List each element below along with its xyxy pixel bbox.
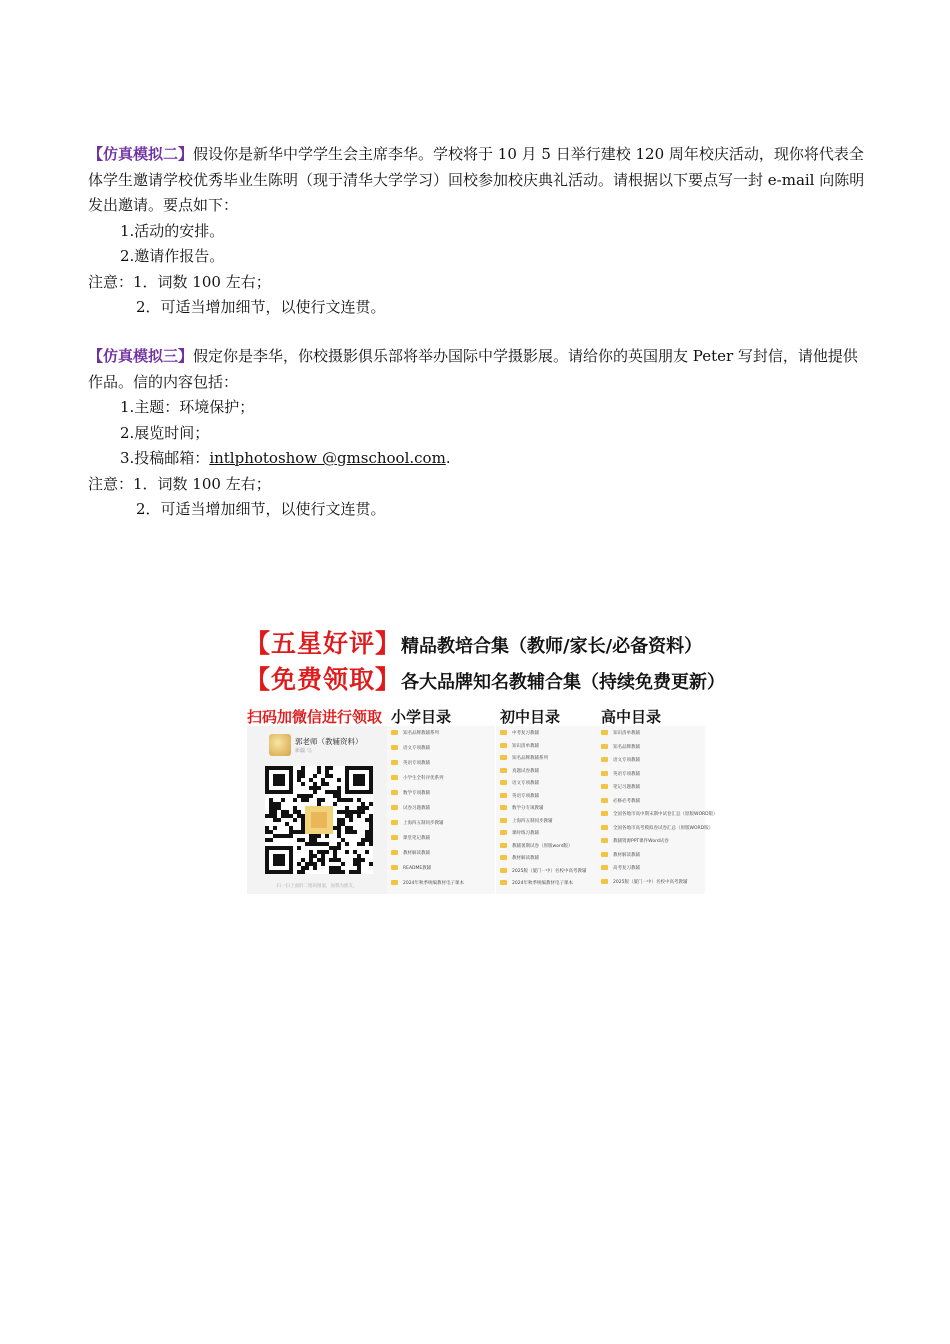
folder-icon bbox=[601, 825, 608, 830]
card-footnote: 扫一扫上面的二维码图案，加我为朋友。 bbox=[276, 884, 358, 889]
section-two-heading: 【仿真模拟二】 bbox=[88, 145, 194, 163]
folder-icon bbox=[500, 855, 507, 860]
middle-catalog-title: 初中目录 bbox=[500, 708, 561, 726]
primary-catalog-list bbox=[387, 726, 495, 894]
folder-icon bbox=[601, 784, 608, 789]
wechat-card bbox=[247, 726, 387, 894]
catalog-item-label: 笔记习题教辅 bbox=[613, 785, 640, 790]
promo-line-1-text: 精品教培合集（教师/家长/必备资料） bbox=[401, 636, 703, 657]
point-3-suffix: . bbox=[445, 449, 451, 467]
catalog-item-label: 知名品牌教辅系列 bbox=[512, 756, 548, 761]
catalog-item-label: 小学生全科评优系列 bbox=[403, 776, 444, 781]
catalog-item bbox=[601, 852, 640, 862]
catalog-item-label: 中考复习教辅 bbox=[512, 731, 539, 736]
catalog-item bbox=[500, 843, 573, 853]
folder-icon bbox=[500, 793, 507, 798]
folder-icon bbox=[500, 755, 507, 760]
section-three-note-2: 2．可适当增加细节，以使行文连贯。 bbox=[136, 500, 386, 518]
catalog-item bbox=[500, 730, 539, 740]
catalog-item-label: 课时练习教辅 bbox=[512, 831, 539, 836]
folder-icon bbox=[601, 798, 608, 803]
folder-icon bbox=[601, 730, 608, 735]
catalog-item-label: 高考复习教辅 bbox=[613, 866, 640, 871]
folder-icon bbox=[601, 838, 608, 843]
folder-icon bbox=[500, 743, 507, 748]
folder-icon bbox=[500, 818, 507, 823]
section-two-note-1: 注意：1．词数 100 左右； bbox=[88, 272, 271, 291]
catalog-item-label: 知识清单教辅 bbox=[512, 743, 539, 749]
folder-icon bbox=[500, 768, 507, 773]
folder-icon bbox=[391, 760, 398, 765]
section-three-point-2: 2.展览时间； bbox=[120, 423, 210, 442]
folder-icon bbox=[391, 820, 398, 825]
catalog-item-label: 知识清单教辅 bbox=[613, 731, 640, 736]
point-3-prefix: 3.投稿邮箱： bbox=[120, 449, 210, 467]
catalog-item bbox=[500, 743, 539, 753]
catalog-item-label: 真题试卷教辅 bbox=[512, 768, 539, 774]
primary-catalog-title: 小学目录 bbox=[391, 708, 452, 726]
folder-icon bbox=[500, 730, 507, 735]
catalog-item bbox=[601, 879, 687, 889]
catalog-item-label: 语文专项教辅 bbox=[512, 781, 539, 786]
catalog-item bbox=[500, 780, 539, 790]
catalog-item bbox=[500, 768, 539, 778]
catalog-item-label: 教材解读教辅 bbox=[512, 856, 539, 861]
catalog-item bbox=[601, 757, 640, 767]
section-three-intro bbox=[88, 344, 866, 395]
folder-icon bbox=[601, 771, 608, 776]
folder-icon bbox=[391, 775, 398, 780]
folder-icon bbox=[601, 852, 608, 857]
card-name: 郭老师（教辅资料） bbox=[295, 737, 363, 746]
catalog-item-label: 课堂笔记教辅 bbox=[403, 836, 430, 841]
high-catalog-list bbox=[597, 726, 718, 894]
folder-icon bbox=[391, 850, 398, 855]
section-two-intro bbox=[88, 142, 866, 219]
catalog-item-label: 2025版（厦门一中）名校中高考教辅 bbox=[613, 879, 688, 885]
catalog-item bbox=[500, 755, 548, 765]
folder-icon bbox=[500, 780, 507, 785]
section-three-point-3 bbox=[88, 446, 866, 472]
section-two-point-1: 1.活动的安排。 bbox=[120, 221, 225, 240]
catalog-item bbox=[391, 730, 439, 740]
section-three-text: 假定你是李华，你校摄影俱乐部将举办国际中学摄影展。请给你的英国朋友 Peter 写封信，请他提供作品。信的内容包括： bbox=[88, 347, 858, 391]
promo-banner-image bbox=[245, 622, 726, 894]
catalog-item bbox=[500, 818, 553, 828]
section-three bbox=[88, 344, 866, 523]
avatar bbox=[269, 734, 291, 756]
catalog-item bbox=[500, 855, 539, 865]
catalog-item bbox=[601, 771, 640, 781]
section-three-point-1: 1.主题：环境保护； bbox=[120, 398, 255, 416]
middle-catalog-list bbox=[496, 726, 604, 894]
catalog-item bbox=[391, 760, 430, 770]
folder-icon bbox=[601, 757, 608, 762]
section-two-text: 假设你是新华中学学生会主席李华。学校将于 10 月 5 日举行建校 120 周年校庆活动，现你将代表全体学生邀请学校优秀毕业生陈明（现于清华大学学习）回校参加校庆典礼活动。请根据以下要点写一封 e-mail 向陈明发出邀请。要点如下： bbox=[88, 145, 865, 214]
catalog-item bbox=[500, 880, 573, 890]
catalog-item bbox=[601, 798, 640, 808]
folder-icon bbox=[601, 879, 608, 884]
catalog-item bbox=[601, 811, 718, 821]
promo-line-2 bbox=[245, 660, 725, 696]
catalog-item-label: 2024年秋季统编教材电子课本 bbox=[403, 881, 464, 886]
catalog-item bbox=[601, 784, 640, 794]
section-two-point-2: 2.邀请作报告。 bbox=[120, 247, 225, 265]
folder-icon bbox=[391, 835, 398, 840]
catalog-item bbox=[601, 838, 669, 848]
folder-icon bbox=[601, 811, 608, 816]
catalog-item bbox=[601, 744, 640, 754]
section-two bbox=[88, 142, 866, 321]
folder-icon bbox=[391, 730, 398, 735]
catalog-item-label: 教材解读教辅 bbox=[613, 852, 640, 858]
catalog-item bbox=[391, 775, 444, 785]
catalog-item-label: 教辅暑期试卷（原版word版） bbox=[512, 843, 573, 849]
catalog-item bbox=[391, 805, 430, 815]
catalog-item-label: 2024年秋季统编教材电子课本 bbox=[512, 881, 573, 886]
section-three-note-1: 注意：1．词数 100 左右； bbox=[88, 474, 271, 493]
folder-icon bbox=[391, 880, 398, 885]
catalog-item-label: 数学专项教辅 bbox=[403, 791, 430, 796]
catalog-item-label: 英语专项教辅 bbox=[613, 771, 640, 777]
catalog-item-label: 全国各地市高考模拟卷试卷汇总（原版WORD版） bbox=[613, 825, 714, 831]
catalog-item bbox=[391, 835, 430, 845]
folder-icon bbox=[500, 843, 507, 848]
folder-icon bbox=[601, 865, 608, 870]
scan-title: 扫码加微信进行领取 bbox=[247, 708, 383, 726]
card-sub: 新疆 乌 bbox=[295, 748, 312, 754]
catalog-item bbox=[500, 793, 539, 803]
catalog-item bbox=[391, 745, 430, 755]
catalog-item bbox=[500, 830, 539, 840]
folder-icon bbox=[500, 830, 507, 835]
catalog-item-label: 试卷习题教辅 bbox=[403, 806, 430, 811]
catalog-item-label: 2025版（厦门一中）名校中高考教辅 bbox=[512, 868, 587, 874]
folder-icon bbox=[391, 805, 398, 810]
catalog-item-label: 语文专项教辅 bbox=[403, 746, 430, 751]
catalog-item-label: 语文专项教辅 bbox=[613, 758, 640, 763]
catalog-item bbox=[601, 825, 713, 835]
folder-icon bbox=[391, 865, 398, 870]
catalog-item-label: 知名品牌教辅 bbox=[613, 744, 640, 750]
catalog-item-label: README教辅 bbox=[403, 866, 432, 871]
catalog-item-label: 全国各地市高中期末期中试卷汇总（原版WORD版） bbox=[613, 812, 718, 817]
catalog-item bbox=[601, 730, 640, 740]
catalog-item-label: 英语专项教辅 bbox=[403, 761, 430, 766]
catalog-item bbox=[391, 790, 430, 800]
folder-icon bbox=[391, 790, 398, 795]
folder-icon bbox=[500, 880, 507, 885]
catalog-item bbox=[601, 865, 640, 875]
five-star-highlight: 【五星好评】 bbox=[245, 629, 402, 658]
catalog-item-label: 教辅资源PPT课件Word试卷 bbox=[613, 839, 669, 844]
promo-line-1 bbox=[245, 624, 702, 660]
section-three-heading: 【仿真模拟三】 bbox=[88, 347, 194, 365]
catalog-item bbox=[391, 820, 444, 830]
catalog-item bbox=[391, 880, 464, 890]
folder-icon bbox=[601, 744, 608, 749]
catalog-item-label: 上海四五制同步教辅 bbox=[403, 821, 444, 826]
email-link[interactable]: intlphotoshow @gmschool.com bbox=[209, 449, 446, 467]
catalog-item bbox=[500, 805, 544, 815]
catalog-item-label: 英语专项教辅 bbox=[512, 793, 539, 799]
qr-code-icon[interactable] bbox=[265, 766, 373, 874]
catalog-item bbox=[391, 850, 430, 860]
promo-line-2-text: 各大品牌知名教辅合集（持续免费更新） bbox=[401, 672, 726, 693]
high-catalog-title: 高中目录 bbox=[601, 708, 662, 726]
catalog-item-label: 数学分专项教辅 bbox=[512, 806, 544, 811]
catalog-item-label: 必修必考教辅 bbox=[613, 798, 640, 804]
catalog-item-label: 教材解读教辅 bbox=[403, 851, 430, 856]
section-two-note-2: 2．可适当增加细节，以使行文连贯。 bbox=[136, 298, 386, 316]
catalog-item bbox=[391, 865, 431, 875]
catalog-item bbox=[500, 868, 586, 878]
catalog-item-label: 知名品牌教辅系列 bbox=[403, 731, 439, 736]
catalog-item-label: 上海四五制同步教辅 bbox=[512, 818, 553, 824]
folder-icon bbox=[500, 805, 507, 810]
free-highlight: 【免费领取】 bbox=[245, 665, 402, 694]
folder-icon bbox=[391, 745, 398, 750]
folder-icon bbox=[500, 868, 507, 873]
